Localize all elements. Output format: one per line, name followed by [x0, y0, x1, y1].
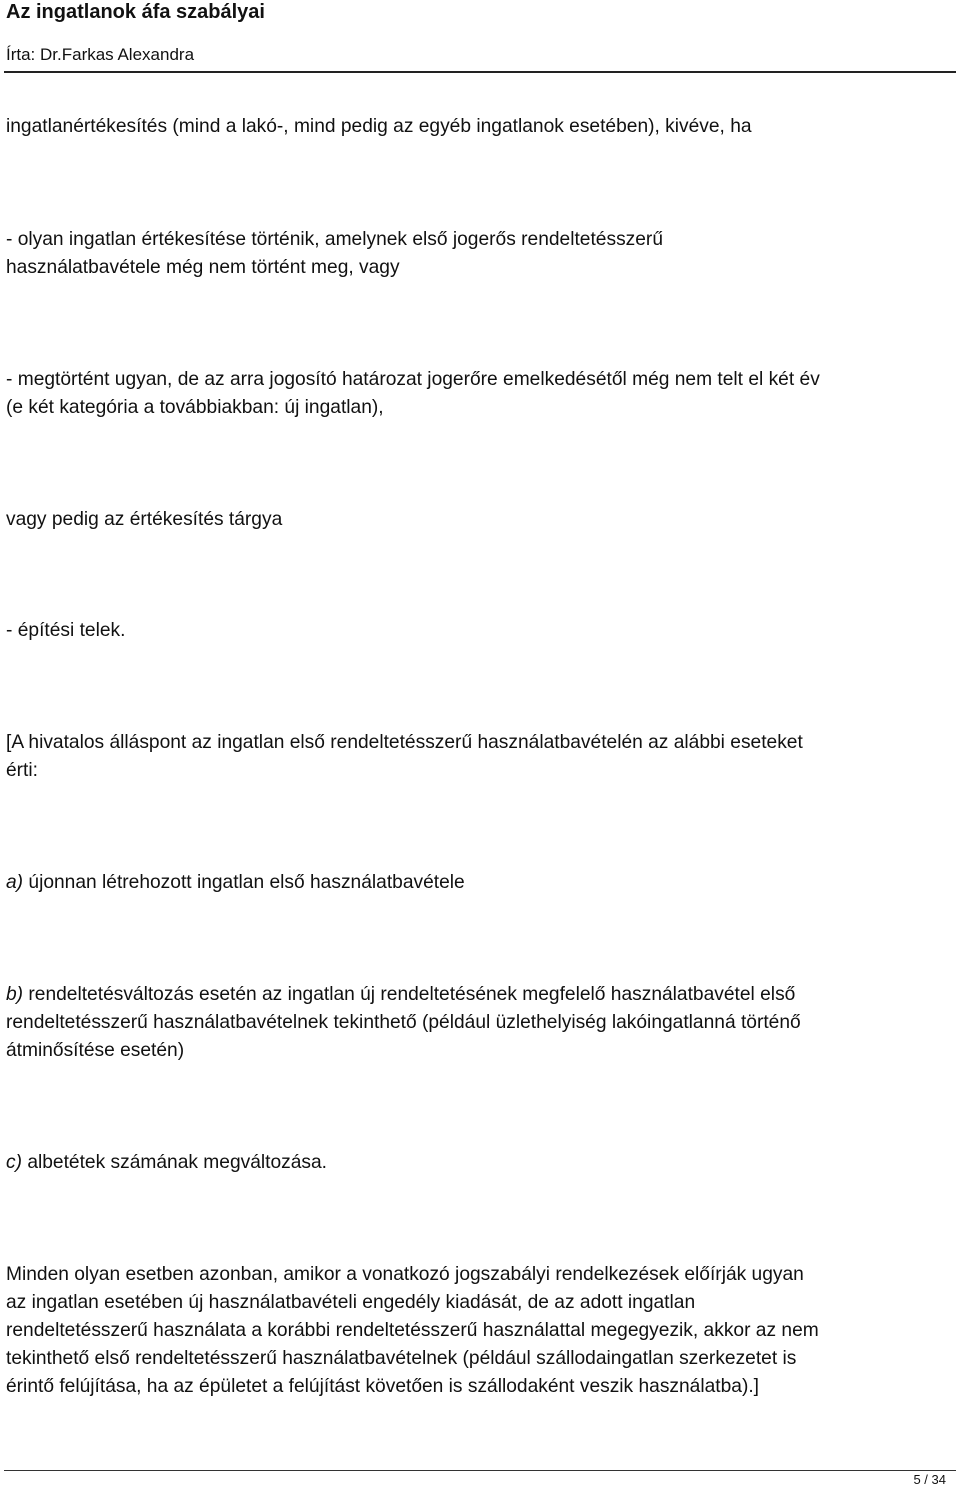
line: rendeltetésszerű használata a korábbi rendeltetésszerű használattal megegyezik, akkor az nem [6, 1320, 819, 1341]
line: használatbavétele még nem történt meg, vagy [6, 257, 400, 278]
list-marker: c) [6, 1152, 22, 1173]
paragraph-new-property-condition-2 [6, 366, 954, 422]
paragraph-official-position [6, 729, 954, 785]
line: érti: [6, 760, 38, 781]
page-header [0, 0, 960, 74]
document-author: Írta: Dr.Farkas Alexandra [6, 45, 195, 64]
line: érintő felújítása, ha az épületet a felújítást követően is szállodaként veszik használatba).] [6, 1376, 760, 1397]
paragraph-intro [6, 113, 954, 141]
line: tekinthető első rendeltetésszerű használatbavételnek (például szállodaingatlan szerkezetet is [6, 1348, 797, 1369]
line: (e két kategória a továbbiakban: új ingatlan), [6, 397, 384, 418]
line: vagy pedig az értékesítés tárgya [6, 509, 283, 530]
line: Minden olyan esetben azonban, amikor a vonatkozó jogszabályi rendelkezések előírják ugyan [6, 1264, 804, 1285]
line: - olyan ingatlan értékesítése történik, amelynek első jogerős rendeltetésszerű [6, 229, 663, 250]
list-marker: a) [6, 872, 24, 893]
line: rendeltetésszerű használatbavételnek tekinthető (például üzlethelyiség lakóingatlanná történő [6, 1012, 801, 1033]
document-title: Az ingatlanok áfa szabályai [6, 1, 265, 23]
line: [A hivatalos álláspont az ingatlan első rendeltetésszerű használatbavételén az alábbi eseteket [6, 732, 803, 753]
list-item-c [6, 1149, 954, 1177]
line: rendeltetésváltozás esetén az ingatlan új rendeltetésének megfelelő használatbavétel első [23, 984, 796, 1005]
paragraph-new-property-condition-1 [6, 226, 954, 282]
header-divider [4, 71, 956, 73]
paragraph-or-subject [6, 506, 954, 534]
list-item-b [6, 981, 954, 1065]
paragraph-exception [6, 1261, 954, 1401]
line: - megtörtént ugyan, de az arra jogosító határozat jogerőre emelkedésétől még nem telt el két év [6, 369, 820, 390]
list-marker: b) [6, 984, 24, 1005]
list-item-text: újonnan létrehozott ingatlan első használatbavétele [23, 872, 465, 893]
paragraph-intro-text: ingatlanértékesítés (mind a lakó-, mind pedig az egyéb ingatlanok esetében), kivéve, ha [6, 116, 752, 137]
line: - építési telek. [6, 620, 126, 641]
list-item-text: albetétek számának megváltozása. [21, 1152, 328, 1173]
line: átminősítése esetén) [6, 1040, 185, 1061]
line: az ingatlan esetében új használatbavételi engedély kiadását, de az adott ingatlan [6, 1292, 696, 1313]
paragraph-building-plot [6, 617, 954, 645]
list-item-a [6, 869, 954, 897]
page-number: 5 / 34 [913, 1472, 946, 1487]
footer-divider [4, 1470, 956, 1471]
